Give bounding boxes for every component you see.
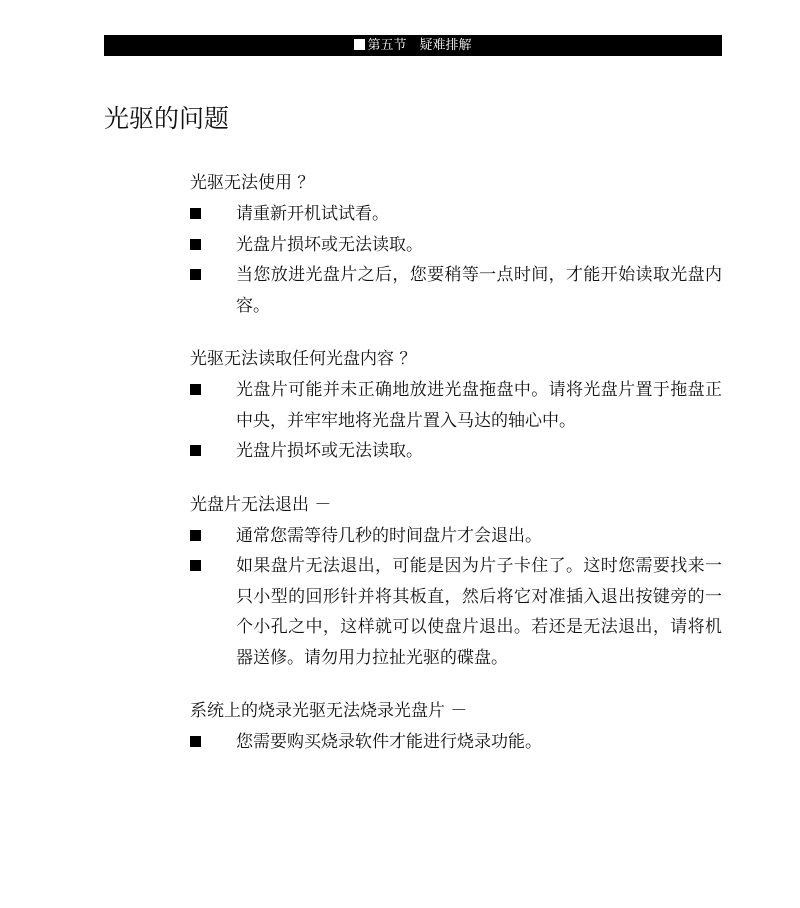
item-list	[190, 521, 730, 674]
list-item	[190, 199, 722, 230]
square-bullet-icon	[190, 736, 201, 747]
page-title: 光驱的问题	[104, 104, 230, 133]
item-list	[190, 375, 730, 467]
section-drive-unusable	[190, 170, 730, 321]
item-text: 请重新开机试试看。	[236, 204, 389, 224]
section-cannot-eject	[190, 492, 730, 674]
item-text: 您需要购买烧录软件才能进行烧录功能。	[236, 732, 542, 752]
item-text: 光盘片可能并未正确地放进光盘拖盘中。请将光盘片置于拖盘正中央，并牢牢地将光盘片置入马达的轴心中。	[236, 380, 722, 431]
section-label: 第五节 疑难排解	[367, 38, 472, 53]
list-item	[190, 436, 722, 467]
list-item	[190, 521, 722, 552]
section-heading: 光盘片无法退出 －	[190, 494, 332, 515]
square-bullet-icon	[190, 560, 201, 571]
section-heading: 光驱无法读取任何光盘内容 ？	[190, 349, 417, 369]
square-bullet-icon	[190, 384, 201, 395]
item-text: 通常您需等待几秒的时间盘片才会退出。	[236, 525, 542, 546]
square-bullet-icon	[190, 239, 201, 250]
square-bullet-icon	[190, 269, 201, 280]
section-header-bar	[104, 35, 722, 56]
list-item	[190, 551, 722, 673]
section-cannot-read	[190, 346, 730, 467]
item-list	[190, 199, 730, 321]
item-text: 如果盘片无法退出，可能是因为片子卡住了。这时您需要找来一只小型的回形针并将其板直，然后将它对准插入退出按键旁的一个小孔之中，这样就可以使盘片退出。若还是无法退出，请将机器送修。请勿用力拉扯光驱的碟盘。	[236, 556, 722, 668]
section-heading: 系统上的烧录光驱无法烧录光盘片 －	[190, 701, 468, 721]
list-item	[190, 727, 722, 758]
list-item	[190, 375, 722, 436]
square-bullet-icon	[354, 39, 365, 50]
square-bullet-icon	[190, 208, 201, 219]
item-list	[190, 727, 730, 758]
list-item	[190, 230, 722, 261]
list-item	[190, 260, 722, 321]
troubleshooting-content	[190, 170, 730, 783]
square-bullet-icon	[190, 530, 201, 541]
square-bullet-icon	[190, 445, 201, 456]
item-text: 光盘片损坏或无法读取。	[236, 234, 423, 255]
section-cannot-burn	[190, 698, 730, 758]
section-heading: 光驱无法使用 ？	[190, 173, 315, 193]
item-text: 光盘片损坏或无法读取。	[236, 441, 423, 461]
item-text: 当您放进光盘片之后，您要稍等一点时间，才能开始读取光盘内容。	[236, 265, 722, 316]
